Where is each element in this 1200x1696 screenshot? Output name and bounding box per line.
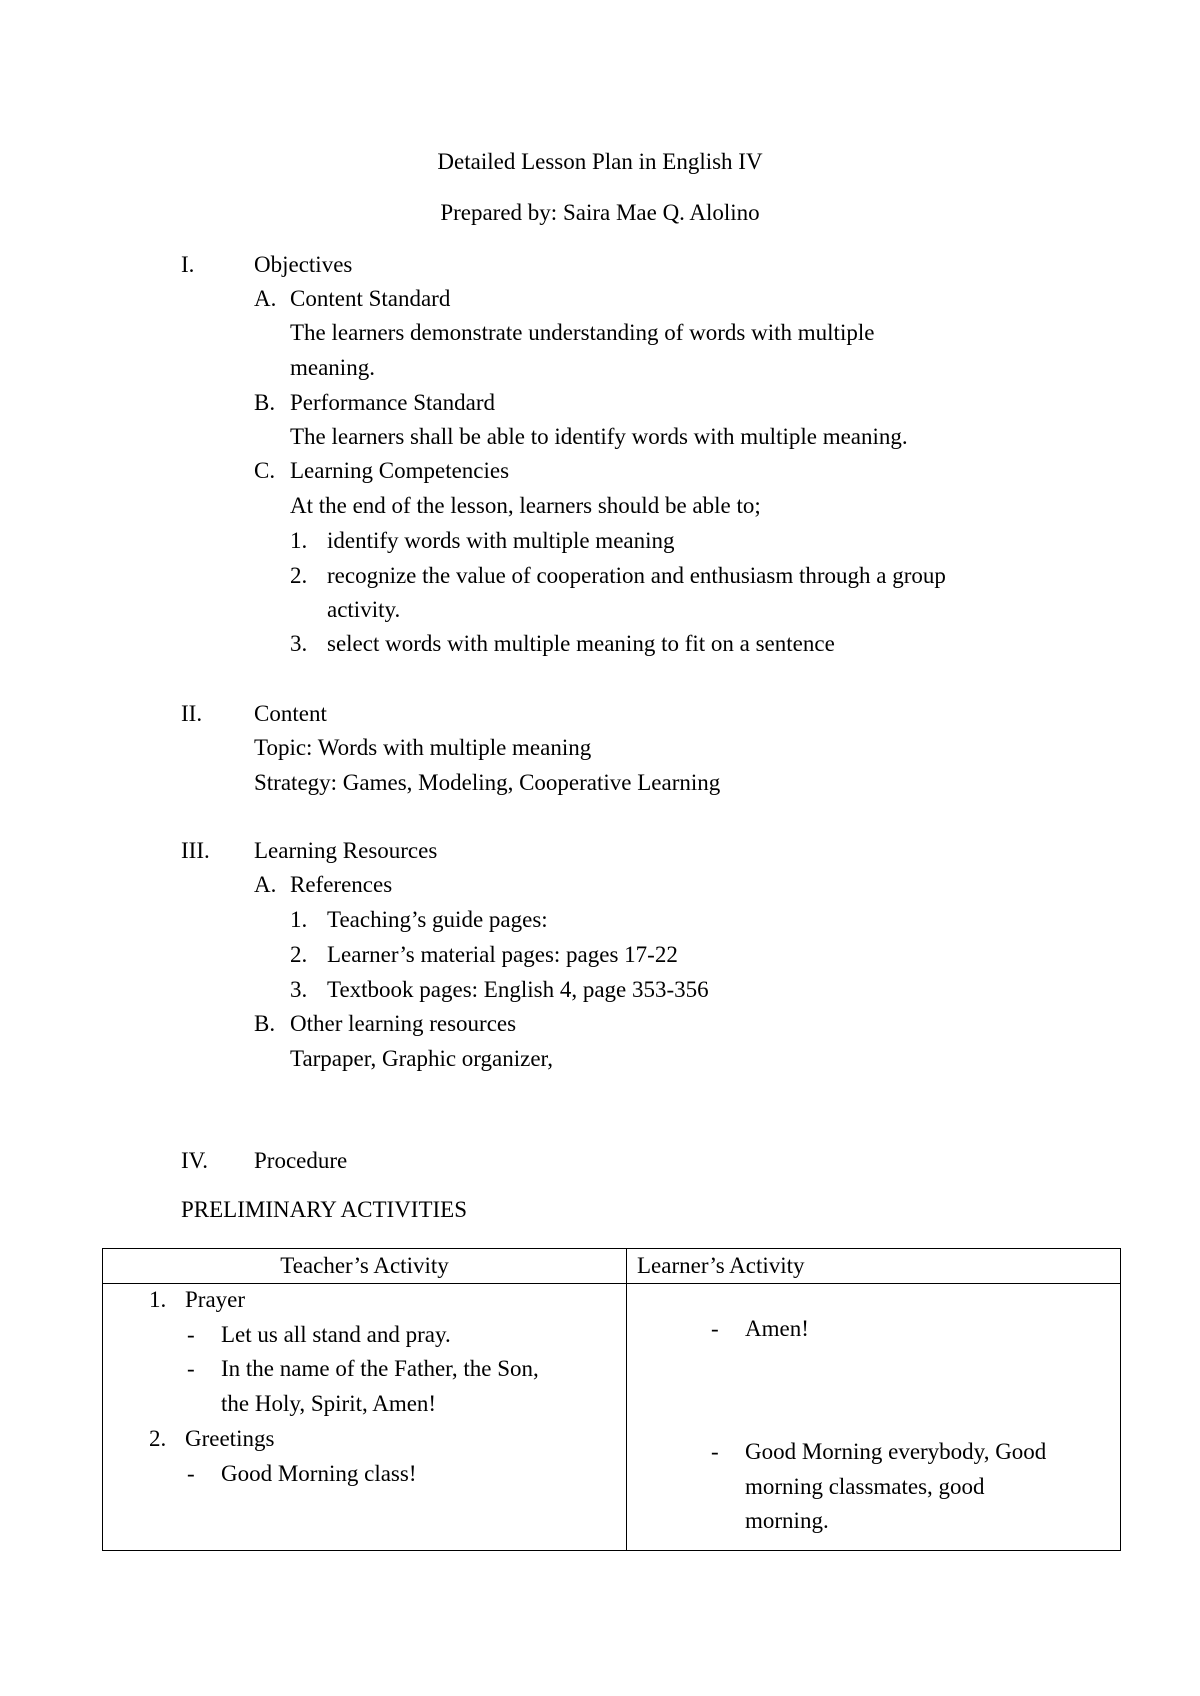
teacher-prayer-line-3: the Holy, Spirit, Amen!	[221, 1391, 437, 1416]
learner-bullet-dash: -	[711, 1316, 719, 1341]
learner-greeting-line-2: morning classmates, good	[745, 1474, 985, 1499]
learner-greeting-line-1: Good Morning everybody, Good	[745, 1439, 1047, 1464]
competency-2-text-1: recognize the value of cooperation and enthusiasm through a group	[327, 563, 946, 588]
competency-1-text: identify words with multiple meaning	[327, 528, 675, 553]
content-strategy: Strategy: Games, Modeling, Cooperative Learning	[254, 770, 721, 795]
objective-c-label: Learning Competencies	[290, 458, 510, 483]
learner-activity-cell	[627, 1284, 1121, 1551]
reference-1-text: Teaching’s guide pages:	[327, 907, 548, 932]
competency-3-text: select words with multiple meaning to fit on a sentence	[327, 631, 835, 656]
document-title: Detailed Lesson Plan in English IV	[437, 149, 763, 174]
reference-1-number: 1.	[290, 907, 308, 932]
content-topic: Topic: Words with multiple meaning	[254, 735, 592, 760]
section-3-heading: Learning Resources	[254, 838, 438, 863]
reference-3-text: Textbook pages: English 4, page 353-356	[327, 977, 709, 1002]
resources-a-letter: A.	[254, 872, 277, 897]
teacher-bullet-dash: -	[187, 1322, 195, 1347]
learner-activity-header	[627, 1249, 1121, 1284]
resources-b-label: Other learning resources	[290, 1011, 517, 1036]
section-3-numeral: III.	[181, 838, 210, 863]
teacher-item-1-label: Prayer	[185, 1287, 246, 1312]
objective-b-label: Performance Standard	[290, 390, 496, 415]
teacher-greeting-line: Good Morning class!	[221, 1461, 417, 1486]
section-2-numeral: II.	[181, 701, 203, 726]
learner-activity-header-label: Learner’s Activity	[637, 1253, 805, 1278]
section-4-heading: Procedure	[254, 1148, 348, 1173]
preliminary-activities-heading: PRELIMINARY ACTIVITIES	[181, 1197, 468, 1222]
resources-b-text: Tarpaper, Graphic organizer,	[290, 1046, 554, 1071]
section-1-numeral: I.	[181, 252, 195, 277]
activities-table	[102, 1248, 1121, 1551]
section-4-numeral: IV.	[181, 1148, 209, 1173]
teacher-prayer-line-2: In the name of the Father, the Son,	[221, 1356, 539, 1381]
competency-2-text-2: activity.	[327, 597, 401, 622]
teacher-item-2-number: 2.	[149, 1426, 167, 1451]
learner-prayer-response: Amen!	[745, 1316, 809, 1341]
table-header-row	[103, 1249, 1121, 1284]
teacher-activity-header	[103, 1249, 627, 1284]
objective-a-text-1: The learners demonstrate understanding of words with multiple	[290, 320, 875, 345]
prepared-by: Prepared by: Saira Mae Q. Alolino	[440, 200, 760, 225]
teacher-activity-header-label: Teacher’s Activity	[280, 1253, 449, 1278]
objective-a-letter: A.	[254, 286, 277, 311]
teacher-bullet-dash: -	[187, 1356, 195, 1381]
teacher-activity-cell	[103, 1284, 627, 1551]
reference-2-text: Learner’s material pages: pages 17-22	[327, 942, 678, 967]
resources-b-letter: B.	[254, 1011, 276, 1036]
section-1-heading: Objectives	[254, 252, 353, 277]
teacher-item-1-number: 1.	[149, 1287, 167, 1312]
learner-bullet-dash: -	[711, 1439, 719, 1464]
reference-2-number: 2.	[290, 942, 308, 967]
competency-2-number: 2.	[290, 563, 308, 588]
objective-b-text-1: The learners shall be able to identify words with multiple meaning.	[290, 424, 908, 449]
table-row	[103, 1284, 1121, 1551]
teacher-bullet-dash: -	[187, 1461, 195, 1486]
objective-b-letter: B.	[254, 390, 276, 415]
section-2-heading: Content	[254, 701, 327, 726]
reference-3-number: 3.	[290, 977, 308, 1002]
teacher-prayer-line-1: Let us all stand and pray.	[221, 1322, 451, 1347]
objective-a-text-2: meaning.	[290, 355, 375, 380]
resources-a-label: References	[290, 872, 393, 897]
objective-a-label: Content Standard	[290, 286, 451, 311]
objective-c-letter: C.	[254, 458, 276, 483]
learner-greeting-line-3: morning.	[745, 1508, 829, 1533]
teacher-item-2-label: Greetings	[185, 1426, 275, 1451]
competency-1-number: 1.	[290, 528, 308, 553]
objective-c-intro: At the end of the lesson, learners should be able to;	[290, 493, 761, 518]
competency-3-number: 3.	[290, 631, 308, 656]
